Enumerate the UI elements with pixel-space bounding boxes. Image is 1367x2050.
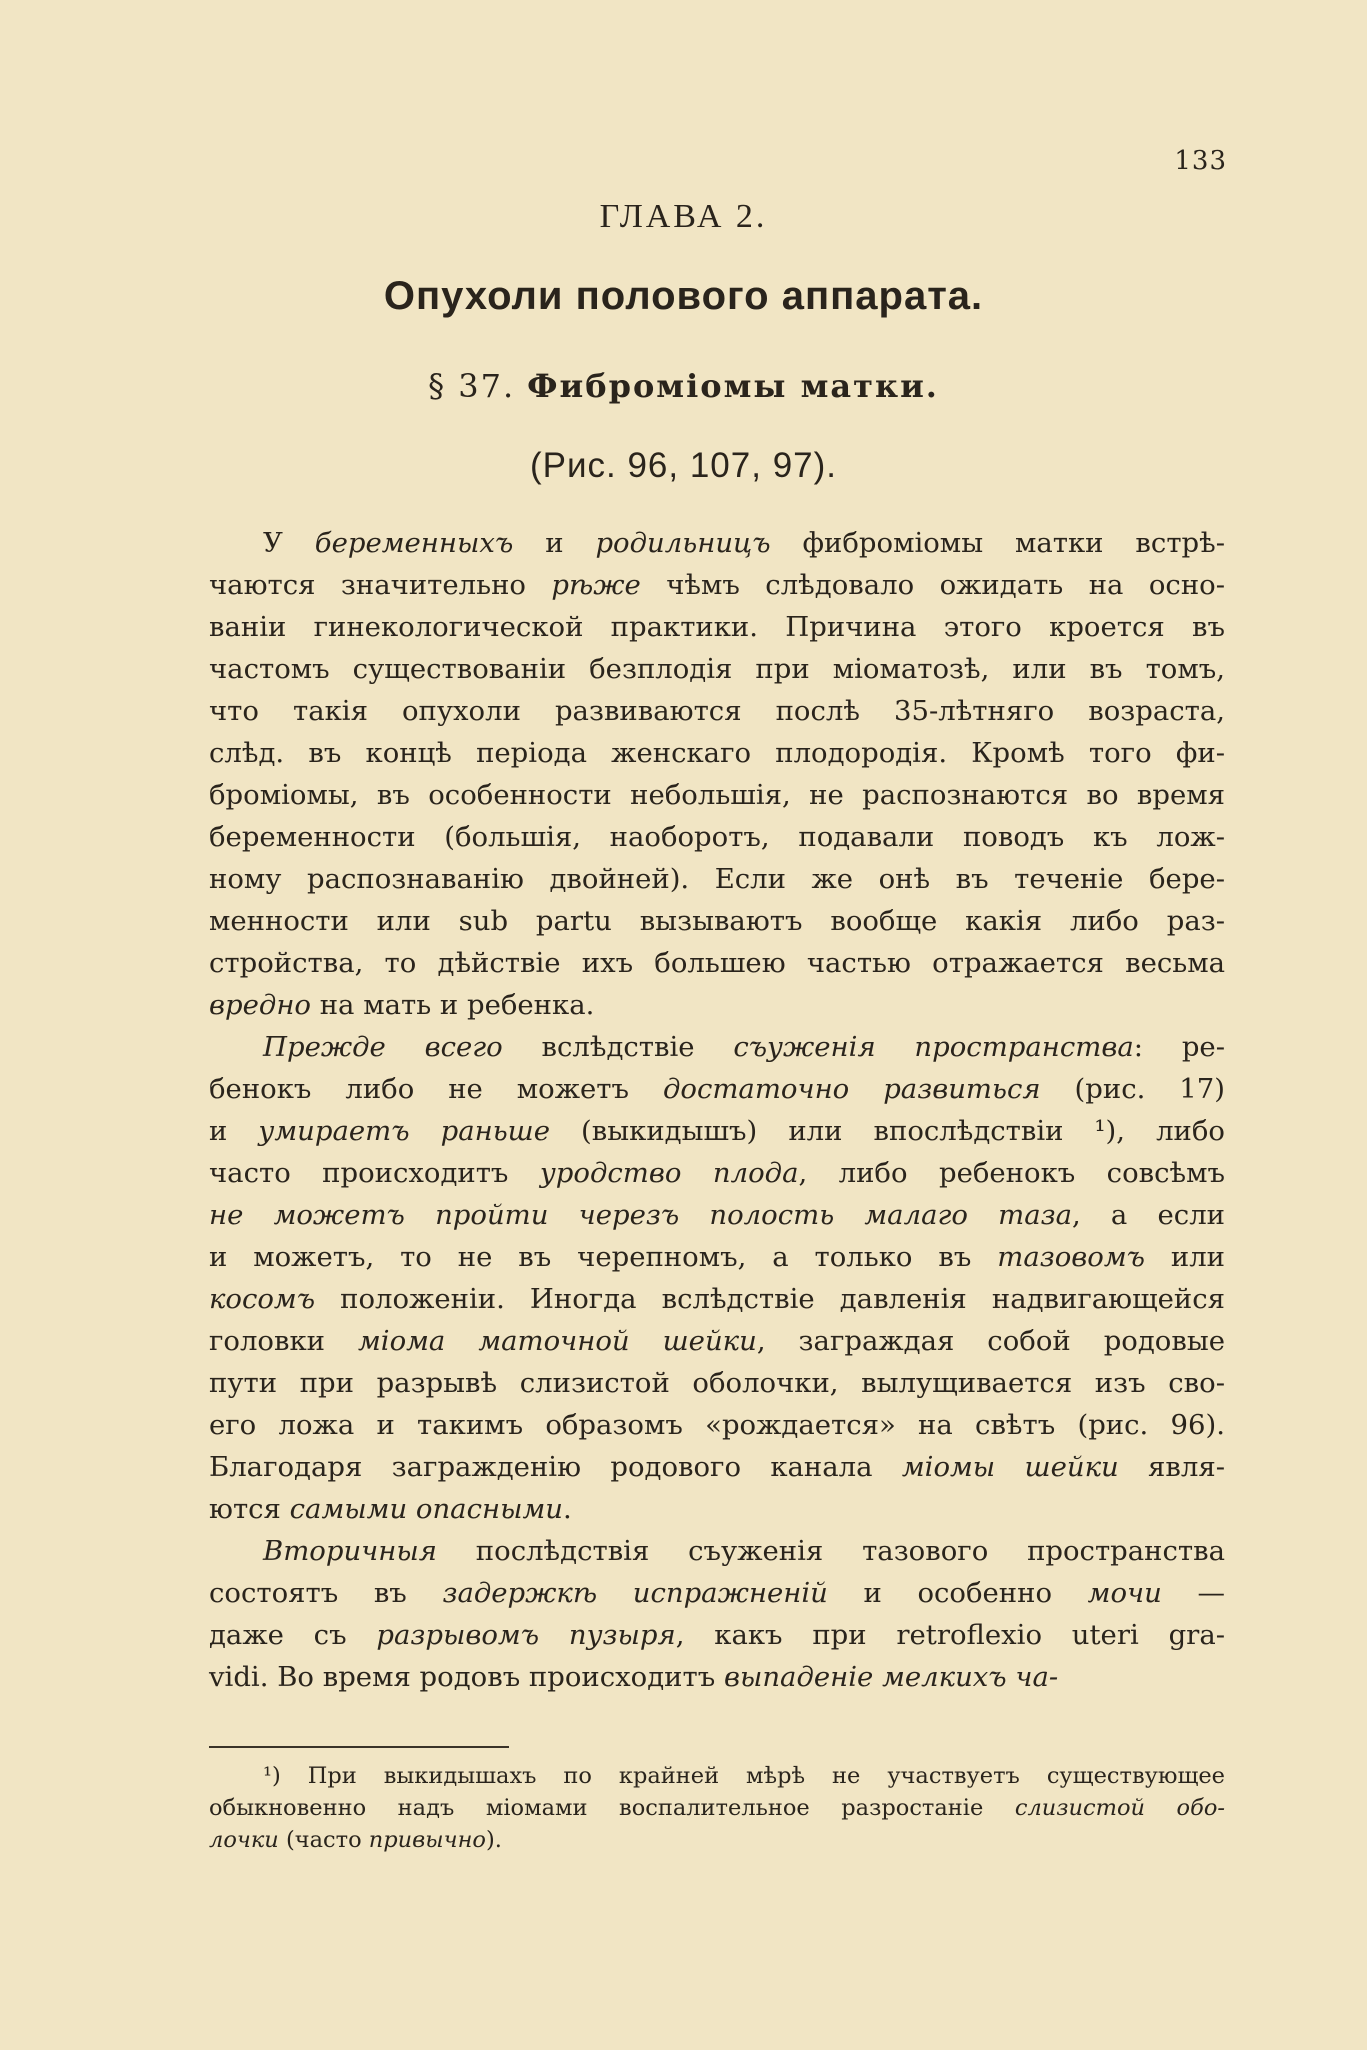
emphasis-text: косомъ <box>209 1283 316 1315</box>
emphasis-text: умираетъ раньше <box>258 1115 550 1147</box>
text-line <box>209 690 1225 732</box>
emphasis-text: лочки <box>209 1827 279 1853</box>
emphasis-text: беременныхъ <box>314 527 514 559</box>
emphasis-text: не можетъ пройти черезъ полость малаго таза <box>209 1199 1072 1231</box>
text-line <box>209 1530 1225 1572</box>
text-run: послѣдствія съуженія тазового пространства <box>436 1535 1225 1567</box>
text-line <box>209 648 1225 690</box>
text-run: фиброміомы матки встрѣ- <box>770 527 1226 559</box>
text-run: пути при разрывѣ слизистой оболочки, вылущивается изъ сво- <box>209 1367 1225 1399</box>
text-line <box>209 1068 1225 1110</box>
footnote-rule <box>209 1746 509 1748</box>
text-line <box>209 1194 1225 1236</box>
emphasis-text: задержкѣ испражненій <box>442 1577 828 1609</box>
text-line <box>209 816 1225 858</box>
text-line <box>209 1446 1225 1488</box>
emphasis-text: самыми опасными <box>289 1493 563 1525</box>
text-run: даже съ <box>209 1619 377 1651</box>
text-run: . <box>563 1493 572 1525</box>
text-run: что такія опухоли развиваются послѣ 35-лѣтняго возраста, <box>209 695 1225 727</box>
emphasis-text: тазовомъ <box>997 1241 1145 1273</box>
text-run: ваніи гинекологической практики. Причина этого кроется въ <box>209 611 1225 643</box>
emphasis-text: слизистой обо- <box>1014 1795 1225 1821</box>
text-run: и можетъ, то не въ черепномъ, а только въ <box>209 1241 998 1273</box>
text-run: и <box>513 527 596 559</box>
chapter-heading: ГЛАВА 2. <box>599 198 768 235</box>
section-heading <box>0 367 1367 405</box>
text-run: слѣд. въ концѣ періода женскаго плодородія. Кромѣ того фи- <box>209 737 1225 769</box>
text-line <box>209 942 1225 984</box>
text-line <box>209 1026 1225 1068</box>
text-line <box>209 1656 1225 1698</box>
text-line <box>209 774 1225 816</box>
text-run: , а если <box>1072 1199 1225 1231</box>
text-line <box>209 900 1225 942</box>
emphasis-text: рѣже <box>551 569 641 601</box>
text-line <box>209 1614 1225 1656</box>
section-number: § 37. <box>428 367 516 405</box>
text-line <box>209 1572 1225 1614</box>
figure-reference: (Рис. 96, 107, 97). <box>529 446 838 485</box>
text-run: бенокъ либо не можетъ <box>209 1073 663 1105</box>
text-run: часто происходитъ <box>209 1157 540 1189</box>
text-line <box>209 1792 1225 1824</box>
text-line <box>209 1110 1225 1152</box>
text-run: Благодаря загражденію родового канала <box>209 1451 902 1483</box>
text-run: и особенно <box>827 1577 1088 1609</box>
text-run: броміомы, въ особенности небольшія, не распознаются во время <box>209 779 1225 811</box>
text-run: (часто <box>278 1827 369 1853</box>
text-run: на мать и ребенка. <box>310 989 595 1021</box>
text-run: состоятъ въ <box>209 1577 443 1609</box>
text-line <box>209 1278 1225 1320</box>
emphasis-text: Прежде всего <box>263 1031 503 1063</box>
text-run: , либо ребенокъ совсѣмъ <box>798 1157 1225 1189</box>
text-run: стройства, то дѣйствіе ихъ большею частью отражается весьма <box>209 947 1225 979</box>
chapter-title: Опухоли полового аппарата. <box>383 274 984 318</box>
text-run: чаются значительно <box>209 569 552 601</box>
text-line <box>209 1236 1225 1278</box>
text-run: ¹) При выкидышахъ по крайней мѣрѣ не участвуетъ существующее <box>263 1763 1225 1789</box>
text-run: явля- <box>1118 1451 1225 1483</box>
text-run: vidi. Во время родовъ происходитъ <box>209 1661 724 1693</box>
emphasis-text: привычно <box>368 1827 486 1853</box>
text-line <box>209 606 1225 648</box>
text-run: обыкновенно надъ міомами воспалительное разростаніе <box>209 1795 1015 1821</box>
text-line <box>209 858 1225 900</box>
text-run: чѣмъ слѣдовало ожидать на осно- <box>640 569 1225 601</box>
emphasis-text: Вторичныя <box>263 1535 437 1567</box>
text-run: вслѣдствіе <box>502 1031 734 1063</box>
emphasis-text: мочи <box>1087 1577 1162 1609</box>
text-run: , заграждая собой родовые <box>756 1325 1225 1357</box>
emphasis-text: вредно <box>209 989 311 1021</box>
text-run: его ложа и такимъ образомъ «рождается» на свѣтъ (рис. 96). <box>209 1409 1225 1441</box>
text-run: ются <box>209 1493 290 1525</box>
emphasis-text: съуженія пространства <box>733 1031 1134 1063</box>
emphasis-text: разрывомъ пузыря <box>376 1619 676 1651</box>
text-run: ). <box>485 1827 502 1853</box>
section-title: Фиброміомы матки. <box>527 367 939 405</box>
text-run: беременности (большія, наоборотъ, подавали поводъ къ лож- <box>209 821 1225 853</box>
emphasis-text: міома маточной шейки <box>357 1325 757 1357</box>
text-line <box>209 1320 1225 1362</box>
text-run: головки <box>209 1325 358 1357</box>
text-run: частомъ существованіи безплодія при міоматозѣ, или въ томъ, <box>209 653 1225 685</box>
text-run: ному распознаванію двойней). Если же онѣ въ теченіе бере- <box>209 863 1225 895</box>
text-run: менности или sub partu вызываютъ вообще какія либо раз- <box>209 905 1225 937</box>
text-line <box>209 732 1225 774</box>
text-run: и <box>209 1115 259 1147</box>
text-line <box>209 1404 1225 1446</box>
text-line <box>209 1362 1225 1404</box>
text-run: (рис. 17) <box>1040 1073 1226 1105</box>
text-line <box>209 1488 1225 1530</box>
text-line <box>209 1152 1225 1194</box>
emphasis-text: выпаденіе мелкихъ ча- <box>723 1661 1059 1693</box>
text-run: — <box>1161 1577 1225 1609</box>
text-run: У <box>263 527 315 559</box>
text-run: (выкидышъ) или впослѣдствіи ¹), либо <box>550 1115 1225 1147</box>
text-line <box>209 564 1225 606</box>
emphasis-text: родильницъ <box>595 527 771 559</box>
emphasis-text: міомы шейки <box>901 1451 1119 1483</box>
body-text <box>209 522 1225 1698</box>
emphasis-text: уродство плода <box>539 1157 799 1189</box>
text-line <box>209 984 1225 1026</box>
text-run: положеніи. Иногда вслѣдствіе давленія надвигающейся <box>315 1283 1225 1315</box>
text-run: или <box>1144 1241 1225 1273</box>
footnote <box>209 1760 1225 1856</box>
page-number: 133 <box>1174 146 1227 176</box>
text-line <box>209 522 1225 564</box>
emphasis-text: достаточно развиться <box>662 1073 1041 1105</box>
text-run: , какъ при retroflexio uteri gra- <box>675 1619 1226 1651</box>
text-run: : ре- <box>1133 1031 1225 1063</box>
text-line <box>209 1760 1225 1792</box>
text-line <box>209 1824 1225 1856</box>
